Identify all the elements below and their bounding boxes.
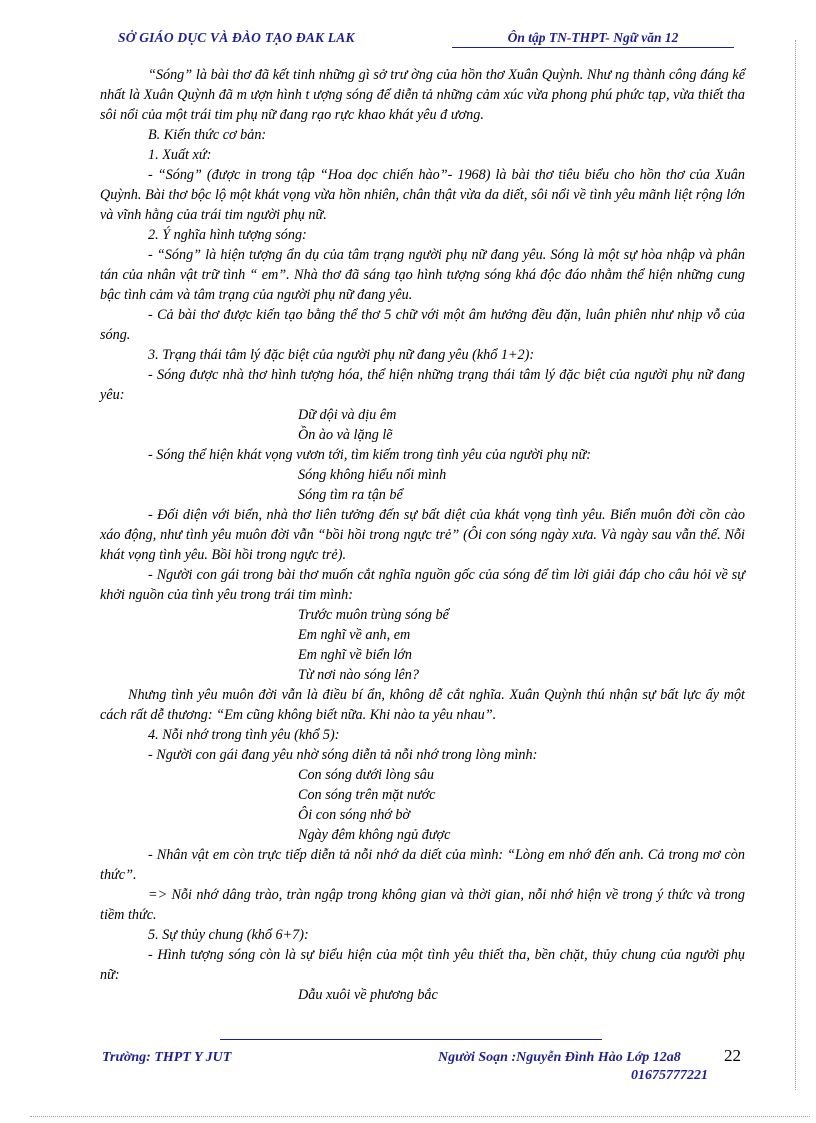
verse-line: Dữ dội và dịu êm [298,407,397,423]
paragraph-longing-3: => Nỗi nhớ dâng trào, tràn ngập trong không gian và thời gian, nỗi nhớ hiện về trong ý thức và trong tiềm thức. [100,887,745,923]
paragraph-psychology-3: - Đối diện với biển, nhà thơ liên tưởng đến sự bất diệt của khát vọng tình yêu. Biển muôn đời cồn cào xáo động, như tình yêu muôn đời vẫn “bồi hồi trong ngực trẻ” (Ôi con sóng ngày xưa. Và ngày sau vẫn thế. Nỗi khát vọng tình yêu. Bồi hồi trong ngực trẻ). [100,507,745,563]
footer-phone: 01675777221 [631,1068,708,1083]
page-number: 22 [724,1046,741,1065]
footer-author: Người Soạn :Nguyễn Đình Hào Lớp 12a8 [438,1050,681,1065]
header-department: SỞ GIÁO DỤC VÀ ĐÀO TẠO ĐAK LAK [118,30,355,45]
heading-longing: 4. Nỗi nhớ trong tình yêu (khổ 5): [148,727,340,743]
footer-school: Trường: THPT Y JUT [102,1050,232,1065]
paragraph-fidelity-1: - Hình tượng sóng còn là sự biểu hiện của một tình yêu thiết tha, bền chặt, thủy chung của người phụ nữ: [100,947,745,983]
paragraph-longing-2: - Nhân vật em còn trực tiếp diễn tả nỗi nhớ da diết của mình: “Lòng em nhớ đến anh. Cả trong mơ còn thức”. [100,847,745,883]
verse-line: Ồn ào và lặng lẽ [298,427,393,443]
verse-line: Ngày đêm không ngủ được [298,827,451,843]
heading-psychology: 3. Trạng thái tâm lý đặc biệt của người phụ nữ đang yêu (khổ 1+2): [148,347,535,363]
paragraph-meaning-2: - Cả bài thơ được kiến tạo bằng thể thơ 5 chữ với một âm hưởng đều đặn, luân phiên như nhịp vỗ của sóng. [100,307,745,343]
heading-meaning: 2. Ý nghĩa hình tượng sóng: [148,227,307,243]
verse-line: Trước muôn trùng sóng bể [298,607,449,623]
page-border-right [795,40,796,1090]
verse-line: Em nghĩ về biển lớn [298,647,412,663]
intro-paragraph: “Sóng” là bài thơ đã kết tinh những gì sở trư ờng của hồn thơ Xuân Quỳnh. Như ng thành công đáng kể nhất là Xuân Quỳnh đã m ượn hình t ượng sóng để diễn tả những cảm xúc vừa phong phú phức tạp, vừa thiết tha sôi nổi của một trái tim phụ nữ đang rạo rực khao khát yêu đ ương. [100,67,745,123]
header-subject: Ôn tập TN-THPT- Ngữ văn 12 [452,30,734,48]
page-border-bottom [30,1116,810,1117]
verse-line: Sóng không hiểu nổi mình [298,467,447,483]
verse-line: Con sóng dưới lòng sâu [298,767,434,783]
document-body [100,65,745,1005]
verse-line: Dẫu xuôi về phương bắc [298,987,438,1003]
verse-line: Từ nơi nào sóng lên? [298,667,419,683]
footer-rule [220,1039,602,1040]
paragraph-origin: - “Sóng” (được in trong tập “Hoa dọc chiến hào”- 1968) là bài thơ tiêu biểu cho hồn thơ của Xuân Quỳnh. Bài thơ bộc lộ một khát vọng vừa hồn nhiên, chân thật vừa da diết, sôi nổi về tình yêu mãnh liệt rộng lớn và vĩnh hằng của trái tim người phụ nữ. [100,167,745,223]
heading-fidelity: 5. Sự thủy chung (khổ 6+7): [148,927,309,943]
paragraph-psychology-1: - Sóng được nhà thơ hình tượng hóa, thể hiện những trạng thái tâm lý đặc biệt của người phụ nữ đang yêu: [100,367,745,403]
paragraph-psychology-5: Nhưng tình yêu muôn đời vẫn là điều bí ẩn, không dễ cắt nghĩa. Xuân Quỳnh thú nhận sự bất lực ấy một cách rất dễ thương: “Em cũng không biết nữa. Khi nào ta yêu nhau”. [100,687,745,723]
paragraph-psychology-4: - Người con gái trong bài thơ muốn cắt nghĩa nguồn gốc của sóng để tìm lời giải đáp cho câu hỏi về sự khởi nguồn của tình yêu trong trái tim mình: [100,567,745,603]
verse-line: Con sóng trên mặt nước [298,787,436,803]
paragraph-meaning-1: - “Sóng” là hiện tượng ẩn dụ của tâm trạng người phụ nữ đang yêu. Sóng là một sự hòa nhập và phân tán của nhân vật trữ tình “ em”. Nhà thơ đã sáng tạo hình tượng sóng khá độc đáo nhằm thể hiện những cung bậc tình cảm và tâm trạng của người phụ nữ đang yêu. [100,247,745,303]
heading-origin: 1. Xuất xứ: [148,147,212,163]
verse-line: Sóng tìm ra tận bể [298,487,403,503]
verse-line: Ôi con sóng nhớ bờ [298,807,411,823]
section-heading: B. Kiến thức cơ bản: [148,127,267,143]
verse-line: Em nghĩ về anh, em [298,627,411,643]
paragraph-longing-1: - Người con gái đang yêu nhờ sóng diễn tả nỗi nhớ trong lòng mình: [148,747,538,763]
paragraph-psychology-2: - Sóng thể hiện khát vọng vươn tới, tìm kiếm trong tình yêu của người phụ nữ: [148,447,591,463]
